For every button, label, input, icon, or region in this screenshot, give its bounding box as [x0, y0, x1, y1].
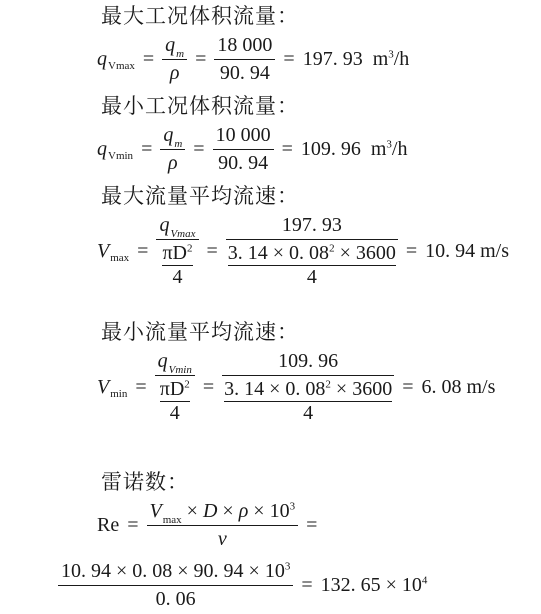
numerator: 109. 96 [278, 350, 339, 372]
fraction-qm-rho [162, 34, 187, 85]
lhs-sub: Vmax [108, 59, 135, 72]
inner-fraction: $\pi D^2$ 4 [162, 242, 193, 288]
result: 10. 94 m/s [425, 240, 510, 262]
equals: = [135, 376, 147, 398]
equals: = [137, 240, 149, 262]
inner-fraction: 3. 14 × 0. $08^2 \times 3600$ 4 [224, 378, 393, 424]
fraction-reynolds: $\frac{V_{max} \times D \times \rho \times 10^3}{v}$ [147, 500, 299, 551]
equation-max-velocity [97, 214, 509, 289]
heading-reynolds: 雷诺数： [101, 470, 189, 494]
fraction-qm-rho [160, 124, 185, 175]
inner-fraction: 3. 14 × 0. $08^2 \times 3600$ 4 [227, 242, 396, 288]
equation-min-velocity [97, 350, 495, 425]
equals: = [141, 138, 153, 160]
equals: = [306, 514, 318, 536]
fraction-symbolic [156, 214, 198, 289]
inner-den: 4 [306, 266, 317, 288]
inner-den: 4 [303, 402, 314, 424]
equals: = [283, 48, 295, 70]
result: 6. 08 m/s [421, 376, 496, 398]
inner-fraction: $\pi D^2$ 4 [159, 378, 190, 424]
result: 197. 93 [302, 48, 363, 70]
unit: $m^3/h$ [372, 48, 410, 70]
lhs-var: V [97, 376, 110, 398]
numerator: 197. 93 [281, 214, 342, 236]
denominator: 0. 06 [155, 588, 196, 610]
equals: = [127, 514, 139, 536]
lhs-var: V [97, 240, 110, 262]
equals: = [206, 240, 218, 262]
fraction-values [213, 124, 274, 175]
lhs-sub: min [110, 387, 128, 400]
den-nu: v [217, 528, 227, 550]
num-sub: m [174, 138, 183, 150]
lhs-re: Re [97, 514, 120, 536]
equals: = [281, 138, 293, 160]
num-var: q [163, 124, 174, 146]
equals: = [202, 376, 215, 398]
fraction-reynolds-values: $\frac{10. 94 \times 0. 08 \times 90. 94 \times 10^3}{0. 06}$ [58, 560, 293, 611]
fraction-values [214, 34, 275, 85]
heading-min-velocity: 最小流量平均流速： [101, 320, 299, 344]
heading-min-flow: 最小工况体积流量： [101, 94, 299, 118]
denominator: 90. 94 [219, 62, 270, 84]
result: 132. $65 \times 10^4$ [320, 574, 428, 596]
num-var: q [159, 214, 170, 236]
num-sub: Vmin [168, 364, 192, 376]
equation-reynolds-symbolic [97, 500, 325, 551]
equals: = [193, 138, 205, 160]
equals: = [405, 240, 418, 262]
equation-reynolds-numeric [58, 560, 427, 611]
den-rho: ρ [168, 152, 178, 174]
equation-max-volume-flow [97, 34, 409, 85]
heading-max-velocity: 最大流量平均流速： [101, 184, 299, 208]
heading-max-flow: 最大工况体积流量： [101, 4, 299, 28]
lhs-var: q [97, 48, 107, 70]
equation-min-volume-flow [97, 124, 407, 175]
num-var: q [157, 350, 168, 372]
numerator: 18 000 [217, 34, 273, 56]
inner-den: 4 [169, 402, 180, 424]
equals: = [195, 48, 207, 70]
denominator: 90. 94 [218, 152, 269, 174]
inner-num: πD [159, 378, 185, 400]
lhs-var: q [97, 138, 107, 160]
inner-num: πD [162, 242, 187, 264]
fraction-numeric [222, 350, 394, 425]
lhs-sub: max [110, 251, 130, 264]
num-sub: m [176, 48, 185, 60]
equals: = [301, 574, 313, 596]
equals: = [402, 376, 414, 398]
inner-den: 4 [172, 266, 183, 288]
lhs-sub: Vmin [108, 149, 134, 162]
den-rho: ρ [169, 62, 180, 84]
fraction-symbolic [155, 350, 195, 425]
unit: $m^3/h$ [370, 138, 408, 160]
numerator: 10 000 [215, 124, 271, 146]
result: 109. 96 [300, 138, 361, 160]
fraction-numeric [226, 214, 398, 289]
num-var: q [165, 34, 176, 56]
equals: = [142, 48, 155, 70]
num-sub: Vmax [170, 228, 196, 240]
